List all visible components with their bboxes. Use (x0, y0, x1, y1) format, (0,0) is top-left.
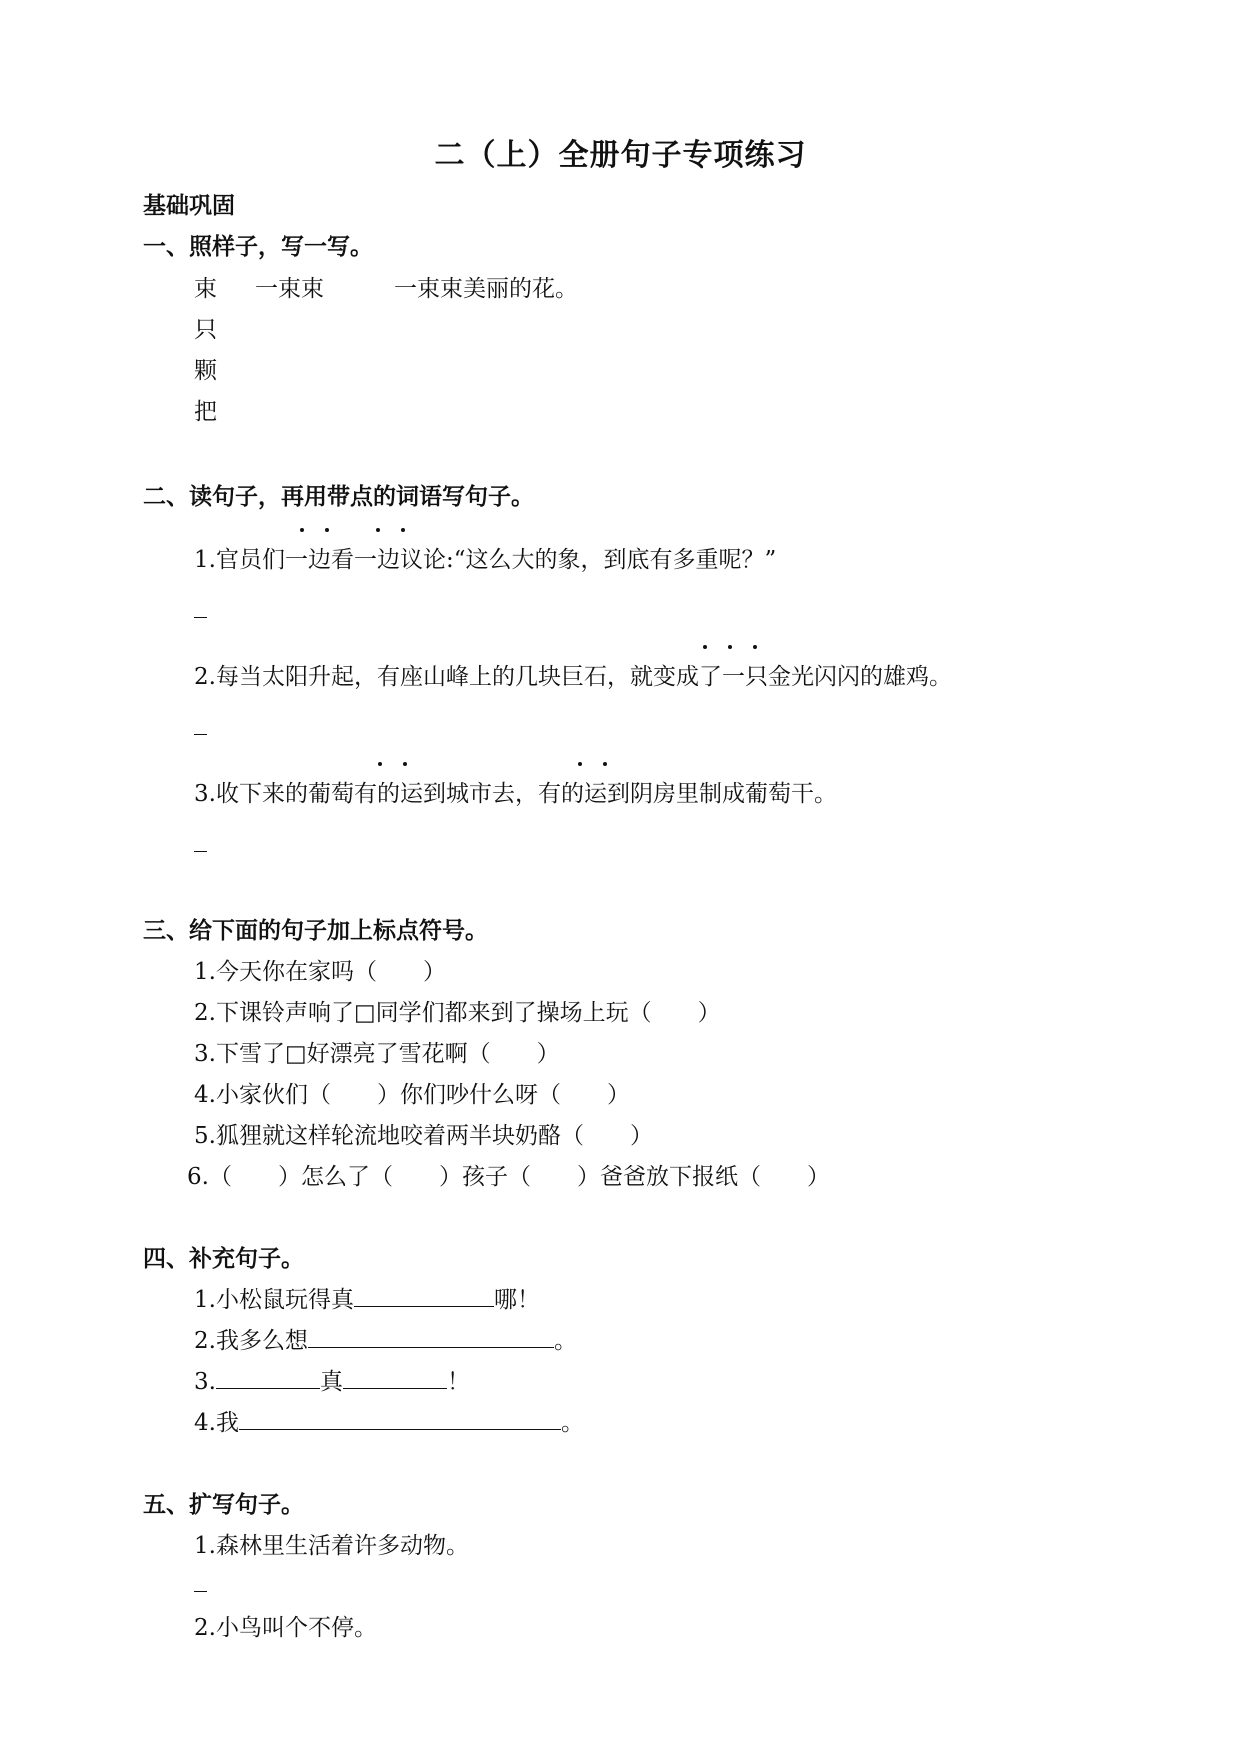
fill-blank[interactable] (308, 1325, 554, 1348)
fill-item-prefix: 4.我 (194, 1410, 239, 1436)
fill-item-middle: 真 (319, 1369, 343, 1395)
emphasis-dot (753, 645, 757, 649)
section3-heading: 三、给下面的句子加上标点符号。 (143, 918, 488, 944)
emphasis-dot (703, 645, 707, 649)
measure-word-item: 把 (194, 399, 217, 425)
fill-item-prefix: 3. (194, 1369, 216, 1395)
fill-blank[interactable] (216, 1366, 320, 1389)
example-sentence: 一束束美丽的花。 (394, 276, 578, 302)
expand-item: 1.森林里生活着许多动物。 (194, 1533, 469, 1559)
emphasis-dot (403, 762, 407, 766)
fill-item-prefix: 2.我多么想 (194, 1328, 308, 1354)
emphasis-dot (728, 645, 732, 649)
fill-item-prefix: 1.小松鼠玩得真 (194, 1287, 354, 1313)
fill-blank[interactable] (239, 1407, 561, 1430)
expand-item: 2.小鸟叫个不停。 (194, 1615, 377, 1641)
fill-blank[interactable] (343, 1366, 447, 1389)
emphasis-dot (603, 762, 607, 766)
answer-line (194, 734, 207, 735)
sentence-item: 3.收下来的葡萄有的运到城市去，有的运到阴房里制成葡萄干。 (194, 781, 837, 807)
punctuation-item: 6.（ ）怎么了（ ）孩子（ ）爸爸放下报纸（ ） (187, 1164, 830, 1190)
sentence-item: 2.每当太阳升起，有座山峰上的几块巨石，就变成了一只金光闪闪的雄鸡。 (194, 664, 952, 690)
measure-word-item: 只 (194, 317, 217, 343)
example-word: 束 (194, 276, 217, 302)
section5-heading: 五、扩写句子。 (143, 1492, 304, 1518)
fill-item-suffix: 哪！ (493, 1287, 540, 1313)
answer-line (194, 1591, 207, 1592)
punctuation-item: 3.下雪了□好漂亮了雪花啊（ ） (194, 1041, 560, 1067)
punctuation-item: 5.狐狸就这样轮流地咬着两半块奶酪（ ） (194, 1123, 653, 1149)
emphasis-dot (376, 528, 380, 532)
fill-item-suffix: ！ (446, 1369, 470, 1395)
fill-item-suffix: 。 (553, 1328, 577, 1354)
sentence-item: 1.官员们一边看一边议论:“这么大的象，到底有多重呢？” (194, 547, 777, 573)
subtitle: 基础巩固 (143, 193, 235, 219)
emphasis-dot (578, 762, 582, 766)
emphasis-dot (378, 762, 382, 766)
fill-item (194, 1322, 577, 1355)
punctuation-item: 4.小家伙们（ ）你们吵什么呀（ ） (194, 1082, 630, 1108)
emphasis-dot (325, 528, 329, 532)
answer-line (194, 617, 207, 618)
example-phrase: 一束束 (255, 276, 324, 302)
fill-item-suffix: 。 (560, 1410, 584, 1436)
section2-heading: 二、读句子，再用带点的词语写句子。 (143, 484, 534, 510)
fill-item (194, 1363, 470, 1396)
punctuation-item: 2.下课铃声响了□同学们都来到了操场上玩（ ） (194, 1000, 721, 1026)
fill-item (194, 1404, 584, 1437)
page-title: 二（上）全册句子专项练习 (434, 138, 807, 173)
measure-word-item: 颗 (194, 358, 217, 384)
emphasis-dot (401, 528, 405, 532)
section4-heading: 四、补充句子。 (143, 1246, 304, 1272)
answer-line (194, 851, 207, 852)
section1-heading: 一、照样子，写一写。 (143, 234, 373, 260)
emphasis-dot (300, 528, 304, 532)
fill-blank[interactable] (354, 1284, 494, 1307)
fill-item (194, 1281, 540, 1314)
punctuation-item: 1.今天你在家吗（ ） (194, 959, 446, 985)
